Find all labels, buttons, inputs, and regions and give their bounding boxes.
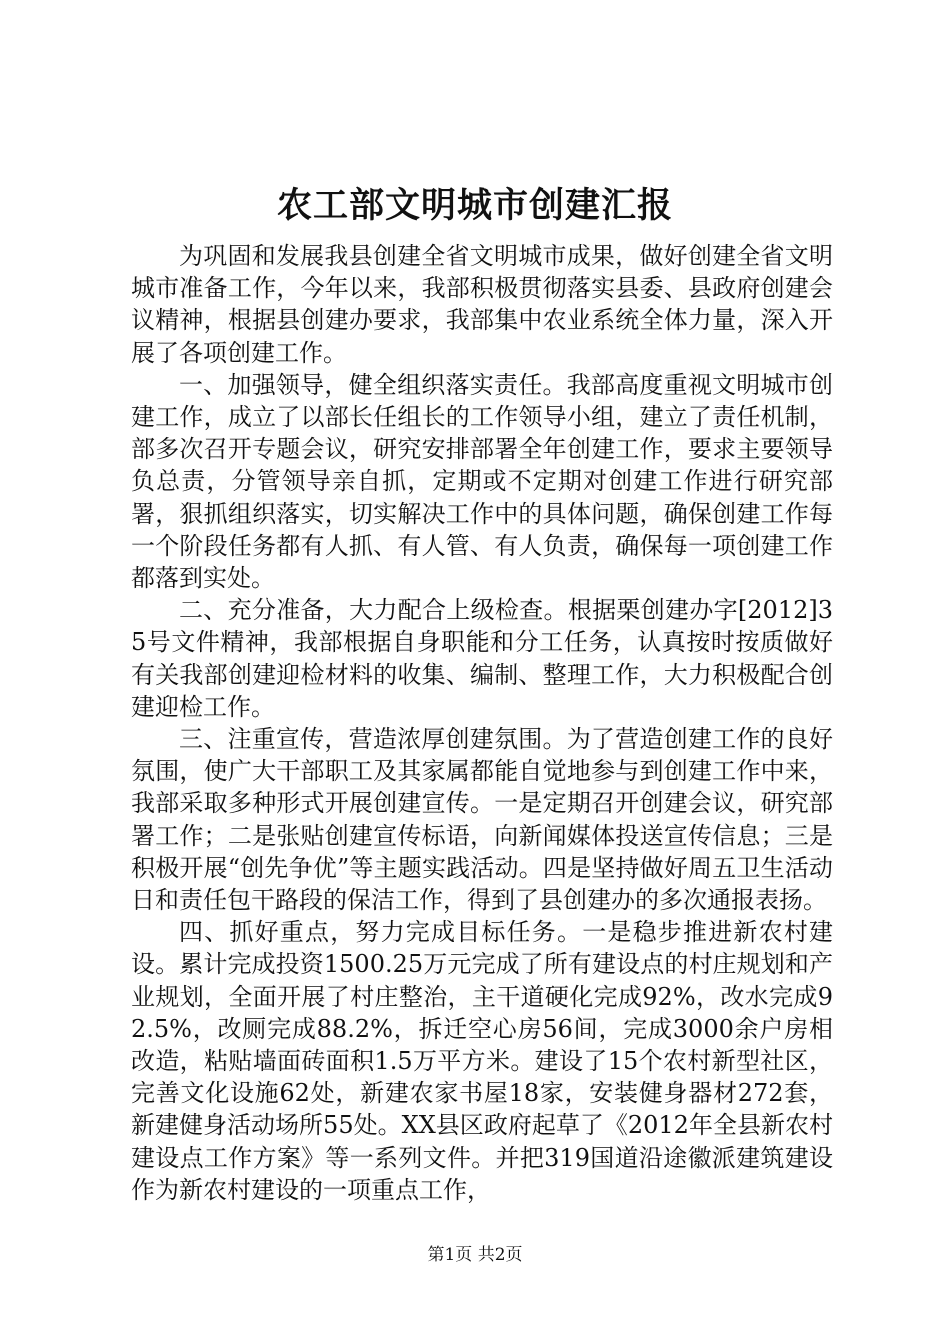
paragraph-section-2: 二、充分准备，大力配合上级检查。根据栗创建办字[2012]35号文件精神，我部根据自身职能和分工任务，认真按时按质做好有关我部创建迎检材料的收集、编制、整理工作，大力积极配合创建迎检工作。	[131, 596, 833, 721]
document-body	[131, 240, 833, 1206]
document-title: 农工部文明城市创建汇报	[276, 185, 673, 226]
paragraph-section-4: 四、抓好重点，努力完成目标任务。一是稳步推进新农村建设。累计完成投资1500.25万元完成了所有建设点的村庄规划和产业规划，全面开展了村庄整治，主干道硬化完成92%，改水完成92.5%，改厕完成88.2%，拆迁空心房56间，完成3000余户房相改造，粘贴墙面砖面积1.5万平方米。建设了15个农村新型社区，完善文化设施62处，新建农家书屋18家，安装健身器材272套，新建健身活动场所55处。XX县区政府起草了《2012年全县新农村建设点工作方案》等一系列文件。并把319国道沿途徽派建筑建设作为新农村建设的一项重点工作，	[131, 918, 833, 1204]
page-indicator: 第1页 共2页	[427, 1245, 523, 1265]
paragraph-intro: 为巩固和发展我县创建全省文明城市成果，做好创建全省文明城市准备工作，今年以来，我部积极贯彻落实县委、县政府创建会议精神，根据县创建办要求，我部集中农业系统全体力量，深入开展了各项创建工作。	[131, 242, 833, 367]
paragraph-section-3: 三、注重宣传，营造浓厚创建氛围。为了营造创建工作的良好氛围，使广大干部职工及其家属都能自觉地参与到创建工作中来，我部采取多种形式开展创建宣传。一是定期召开创建会议，研究部署工作；二是张贴创建宣传标语，向新闻媒体投送宣传信息；三是积极开展“创先争优”等主题实践活动。四是坚持做好周五卫生活动日和责任包干路段的保洁工作，得到了县创建办的多次通报表扬。	[131, 725, 833, 915]
paragraph-section-1: 一、加强领导，健全组织落实责任。我部高度重视文明城市创建工作，成立了以部长任组长的工作领导小组，建立了责任机制，部多次召开专题会议，研究安排部署全年创建工作，要求主要领导负总责，分管领导亲自抓，定期或不定期对创建工作进行研究部署，狠抓组织落实，切实解决工作中的具体问题，确保创建工作每一个阶段任务都有人抓、有人管、有人负责，确保每一项创建工作都落到实处。	[131, 370, 833, 593]
